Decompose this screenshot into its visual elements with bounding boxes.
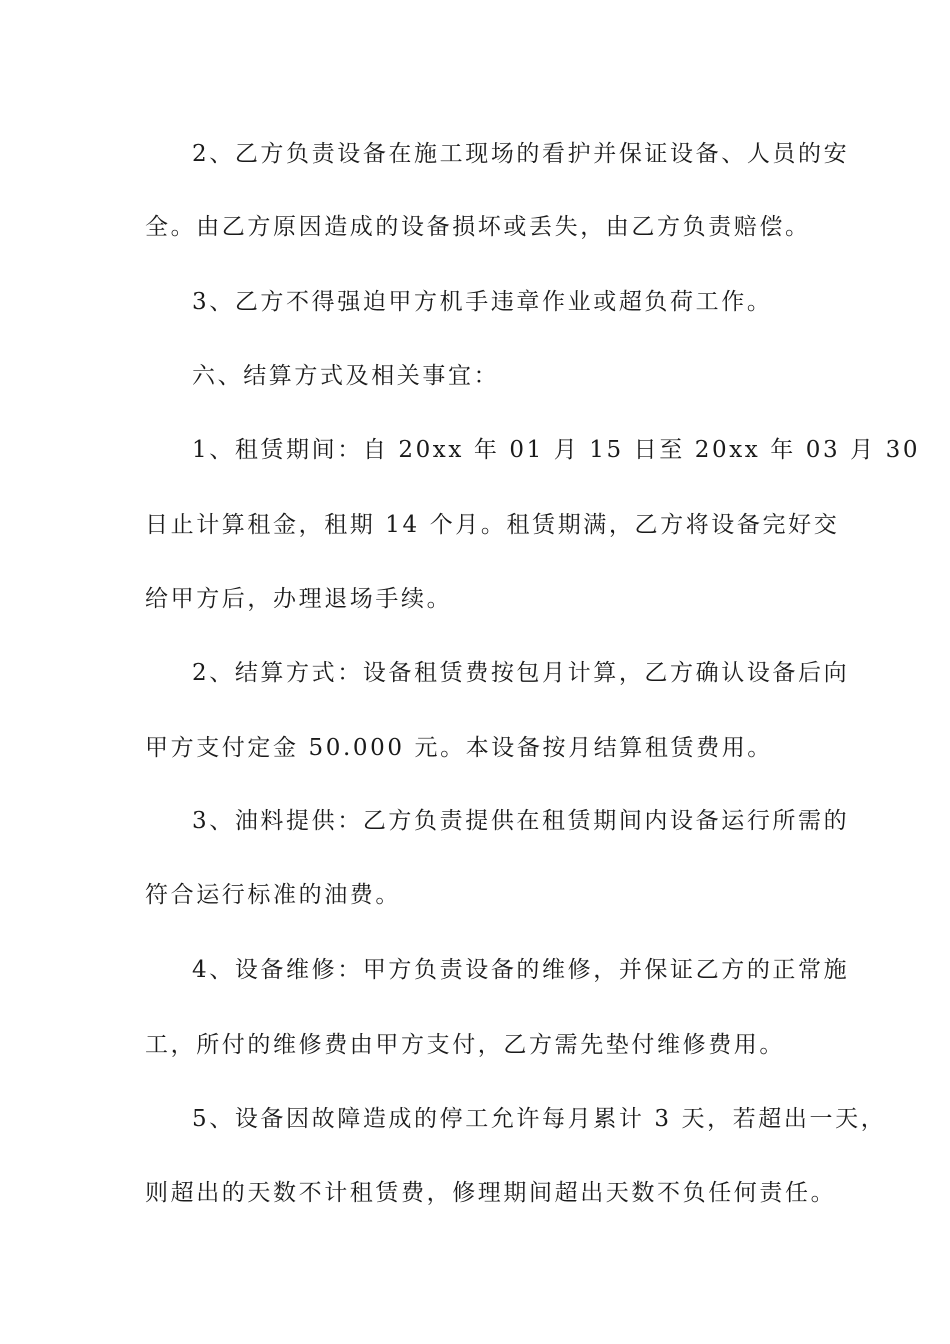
settlement-1-line-3: 给甲方后，办理退场手续。 — [145, 586, 453, 612]
settlement-2-line-2: 甲方支付定金 50.000 元。本设备按月结算租赁费用。 — [145, 735, 773, 761]
settlement-1-line-2: 日止计算租金，租期 14 个月。租赁期满，乙方将设备完好交 — [145, 512, 840, 538]
settlement-5-line-2: 则超出的天数不计租赁费，修理期间超出天数不负任何责任。 — [145, 1180, 837, 1206]
settlement-4-line-2: 工，所付的维修费由甲方支付，乙方需先垫付维修费用。 — [145, 1032, 785, 1058]
settlement-1-line-1: 1、租赁期间：自 20xx 年 01 月 15 日至 20xx 年 03 月 30 — [192, 437, 921, 463]
clause-2-line-1: 2、乙方负责设备在施工现场的看护并保证设备、人员的安 — [192, 141, 850, 167]
settlement-3-line-2: 符合运行标准的油费。 — [145, 882, 401, 908]
settlement-3-line-1: 3、油料提供：乙方负责提供在租赁期间内设备运行所需的 — [192, 808, 850, 834]
settlement-5-line-1: 5、设备因故障造成的停工允许每月累计 3 天，若超出一天， — [192, 1106, 887, 1132]
settlement-2-line-1: 2、结算方式：设备租赁费按包月计算，乙方确认设备后向 — [192, 660, 850, 686]
section-six-heading: 六、结算方式及相关事宜： — [192, 363, 500, 389]
clause-2-line-2: 全。由乙方原因造成的设备损坏或丢失，由乙方负责赔偿。 — [145, 214, 811, 240]
clause-3-line-1: 3、乙方不得强迫甲方机手违章作业或超负荷工作。 — [192, 289, 773, 315]
settlement-4-line-1: 4、设备维修：甲方负责设备的维修，并保证乙方的正常施 — [192, 957, 850, 983]
